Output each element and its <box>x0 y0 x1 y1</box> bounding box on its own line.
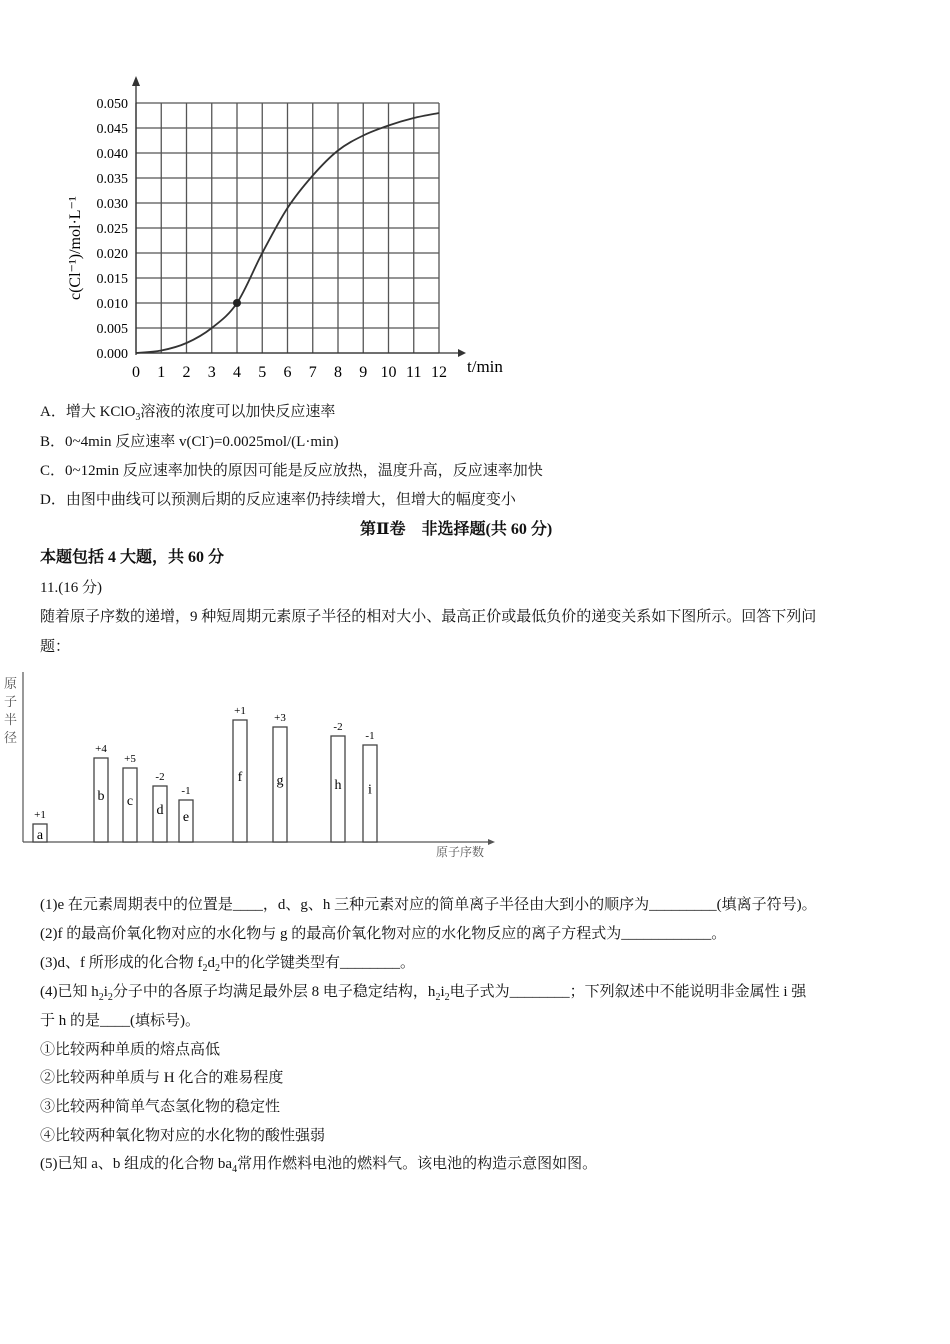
y-axis-label: 径 <box>4 730 18 745</box>
x-tick-label: 11 <box>406 364 422 381</box>
question-11-header: 11.(16 分) <box>40 580 102 596</box>
text-segment: D．由图中曲线可以预测后期的反应速率仍持续增大，但增大的幅度变小 <box>40 492 516 508</box>
sub-question-line <box>40 982 806 1002</box>
marked-point <box>233 299 241 307</box>
text-segment: ③比较两种简单气态氢化物的稳定性 <box>40 1099 281 1115</box>
text-segment: 2 <box>214 963 220 974</box>
y-tick-label: 0.020 <box>96 247 128 262</box>
text-segment: (1)e 在元素周期表中的位置是____，d、g、h 三种元素对应的简单离子半径由大到小的顺序为_________(填离子符号)。 <box>40 897 817 913</box>
text-segment: 电子式为________；下列叙述中不能说明非金属性 i 强 <box>449 984 807 1000</box>
sub-question-line <box>40 1040 220 1060</box>
text-segment: ①比较两种单质的熔点高低 <box>40 1042 221 1058</box>
x-axis-label: t/min <box>467 357 503 376</box>
y-tick-label: 0.045 <box>96 122 128 137</box>
x-tick-label: 9 <box>359 364 368 381</box>
text-segment: 2 <box>444 992 450 1003</box>
text-segment: (5)已知 a、b 组成的化合物 ba <box>40 1156 233 1172</box>
y-axis-label: 原 <box>4 676 18 691</box>
sub-question-line <box>40 1097 280 1117</box>
question-11-intro: 随着原子序数的递增，9 种短周期元素原子半径的相对大小、最高正价或最低负价的递变关系如下图所示。回答下列问 <box>40 609 817 625</box>
bar-label: e <box>182 810 190 825</box>
valence-label: -2 <box>155 771 165 783</box>
text-segment: C．0~12min 反应速率加快的原因可能是反应放热，温度升高，反应速率加快 <box>40 463 543 479</box>
sub-question-line <box>40 953 415 973</box>
y-axis-label: 子 <box>4 694 18 709</box>
y-axis-label: 半 <box>4 712 18 727</box>
valence-label: -2 <box>333 721 343 733</box>
text-segment: 4 <box>232 1164 238 1175</box>
sub-question-line <box>40 895 817 915</box>
text-segment: - <box>205 432 209 443</box>
sub-question-line <box>40 1154 597 1174</box>
text-segment: 常用作燃料电池的燃料气。该电池的构造示意图如图。 <box>237 1156 598 1172</box>
x-axis-label: 原子序数 <box>436 845 485 859</box>
text-segment: 2 <box>435 992 441 1003</box>
option-C <box>40 461 543 481</box>
text-segment: (3)d、f 所形成的化合物 f <box>40 955 203 971</box>
x-tick-label: 7 <box>308 364 317 381</box>
text-segment: ④比较两种氧化物对应的水化物的酸性强弱 <box>40 1128 326 1144</box>
y-tick-label: 0.035 <box>96 172 128 187</box>
x-tick-label: 10 <box>380 364 397 381</box>
sub-question-line <box>40 1126 325 1146</box>
option-A <box>40 402 335 422</box>
y-tick-label: 0.015 <box>96 272 128 287</box>
x-tick-label: 3 <box>207 364 216 381</box>
sub-question-line <box>40 1068 283 1088</box>
text-segment: (2)f 的最高价氧化物对应的水化物与 g 的最高价氧化物对应的水化物反应的离子方程式为____________。 <box>40 926 727 942</box>
y-tick-label: 0.040 <box>96 147 128 162</box>
valence-label: -1 <box>365 730 375 742</box>
x-tick-label: 6 <box>283 364 292 381</box>
y-axis-arrow-icon <box>132 76 140 86</box>
x-tick-label: 0 <box>132 364 140 381</box>
text-segment: i <box>103 984 108 1000</box>
text-segment: 3 <box>135 412 141 423</box>
text-segment: 2 <box>98 992 104 1003</box>
y-tick-label: 0.005 <box>96 322 128 337</box>
y-tick-label: 0.000 <box>96 347 128 362</box>
bar-label: d <box>156 803 164 818</box>
valence-label: +5 <box>124 753 136 765</box>
text-segment: 2 <box>107 992 113 1003</box>
bar-label: b <box>97 789 105 804</box>
question-11-intro-cont: 题： <box>40 639 71 655</box>
x-tick-label: 8 <box>334 364 342 381</box>
option-B <box>40 432 339 452</box>
bar-label: i <box>368 782 372 798</box>
x-tick-label: 2 <box>182 364 191 381</box>
section-note: 本题包括 4 大题，共 60 分 <box>40 549 225 566</box>
sub-question-line <box>40 1011 200 1031</box>
text-segment: 于 h 的是____(填标号)。 <box>40 1013 200 1029</box>
x-tick-label: 1 <box>157 364 166 381</box>
bar-label: f <box>237 770 243 785</box>
text-segment: ②比较两种单质与 H 化合的难易程度 <box>40 1070 284 1086</box>
x-axis-arrow-icon <box>488 839 495 845</box>
section-title: 第Ⅱ卷 非选择题(共 60 分) <box>360 521 553 538</box>
valence-label: +1 <box>234 705 246 717</box>
x-tick-label: 5 <box>258 364 267 381</box>
text-segment: )=0.0025mol/(L·min) <box>208 434 339 450</box>
valence-label: +1 <box>34 809 46 821</box>
y-tick-label: 0.010 <box>96 297 128 312</box>
x-tick-label: 4 <box>233 364 241 381</box>
y-tick-label: 0.030 <box>96 197 128 212</box>
option-D <box>40 490 516 510</box>
text-segment: (4)已知 h <box>40 984 99 1000</box>
valence-label: +3 <box>274 712 286 724</box>
text-segment: 2 <box>202 963 208 974</box>
y-tick-label: 0.025 <box>96 222 128 237</box>
text-segment: 溶液的浓度可以加快反应速率 <box>140 404 336 420</box>
text-segment: A．增大 KClO <box>40 404 136 420</box>
bar-label: c <box>126 794 134 809</box>
text-segment: i <box>440 984 445 1000</box>
bar-label: a <box>36 828 44 843</box>
atomic-radius-chart <box>0 670 950 870</box>
text-segment: 分子中的各原子均满足最外层 8 电子稳定结构，h <box>112 984 436 1000</box>
valence-label: +4 <box>95 743 107 755</box>
bar-label: h <box>334 778 342 793</box>
y-axis-label: c(Cl⁻¹)/mol·L⁻¹ <box>67 196 84 300</box>
valence-label: -1 <box>181 785 191 797</box>
text-segment: d <box>207 955 215 971</box>
x-axis-arrow-icon <box>458 349 466 357</box>
bar-label: g <box>276 773 284 789</box>
text-segment: 中的化学键类型有________。 <box>219 955 415 971</box>
x-tick-label: 12 <box>431 364 447 381</box>
text-segment: B．0~4min 反应速率 v(Cl <box>40 434 206 450</box>
concentration-time-chart <box>0 0 950 400</box>
y-tick-label: 0.050 <box>96 97 128 112</box>
sub-question-line <box>40 924 726 944</box>
